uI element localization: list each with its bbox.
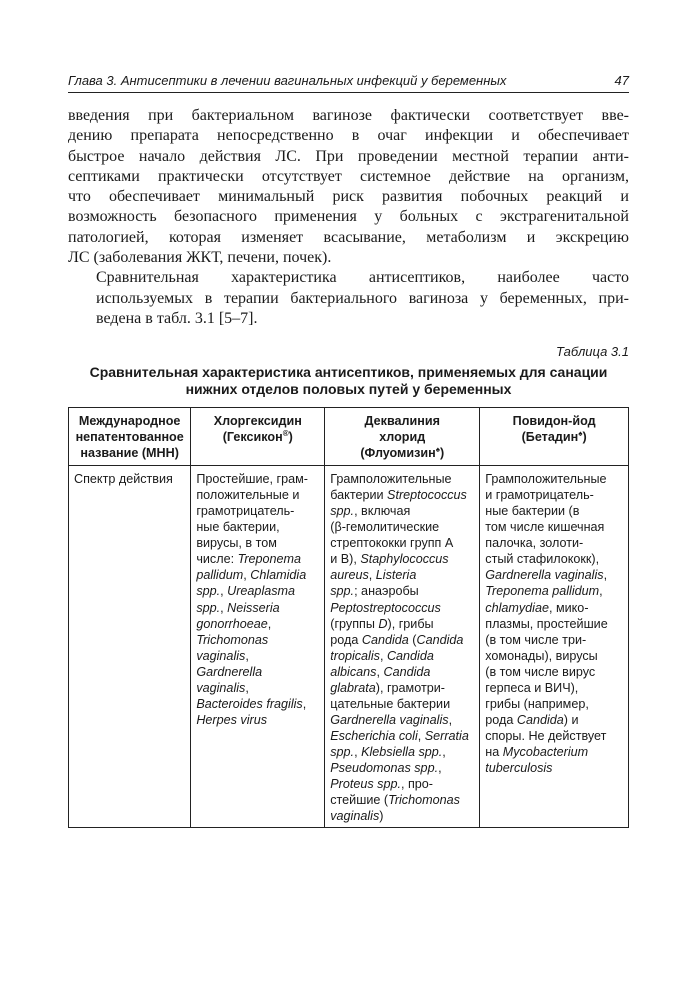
header-dequalinium: [325, 408, 480, 466]
cell-line: стрептококки групп А: [330, 536, 454, 551]
header-line: хлорид: [379, 430, 426, 445]
cell-line: aureus, Listeria: [330, 568, 417, 583]
cell-line: рода Candida) и: [485, 712, 579, 727]
caption-line: Сравнительная характеристика антисептиков, применяемых для санации: [89, 364, 608, 380]
header-povidone-iodine: [480, 408, 629, 466]
cell-line: chlamydiae, мико-: [485, 600, 589, 615]
cell-line: Простейшие, грам-: [196, 472, 308, 487]
running-head: [68, 70, 629, 88]
cell-line: числе: Treponema: [196, 552, 302, 567]
cell-chlorhexidine-spectrum: [191, 466, 325, 828]
cell-line: цательные бактерии: [330, 696, 451, 711]
row-label-spectrum: Спектр действия: [69, 466, 191, 828]
cell-line: Грамположительные: [330, 472, 452, 487]
table-row: [69, 466, 629, 828]
chapter-title: Глава 3. Антисептики в лечении вагинальных инфекций у беременных: [68, 73, 507, 88]
cell-line: Treponema pallidum,: [485, 584, 603, 599]
cell-line: Proteus spp., про-: [330, 777, 433, 792]
cell-line: gonorrhoeae,: [196, 616, 272, 631]
cell-line: (в том числе три-: [485, 632, 587, 647]
header-line: Повидон-йод: [512, 414, 596, 428]
cell-line: spp., Neisseria: [196, 600, 280, 615]
cell-line: Escherichia coli, Serratia: [330, 728, 469, 743]
cell-line: Gardnerella vaginalis,: [330, 712, 453, 727]
paragraph-line: быстрое начало действия ЛС. При проведении местной терапии анти-: [68, 147, 629, 165]
cell-line: Bacteroides fragilis,: [196, 696, 307, 711]
paragraph-line: ЛС (заболевания ЖКТ, печени, почек).: [68, 249, 332, 267]
cell-line: рода Candida (Candida: [330, 632, 464, 647]
cell-povidone-iodine-spectrum: [480, 466, 629, 828]
cell-line: стый стафилококк),: [485, 552, 600, 567]
cell-line: палочка, золоти-: [485, 536, 584, 551]
paragraph-line: дению препарата непосредственно в очаг инфекции и обеспечивает: [68, 127, 629, 145]
cell-line: Gardnerella vaginalis,: [485, 568, 608, 583]
cell-line: vaginalis,: [196, 680, 249, 695]
cell-line: pallidum, Chlamidia: [196, 568, 307, 583]
cell-line: Herpes virus: [196, 712, 268, 727]
cell-line: и В), Staphylococcus: [330, 552, 449, 567]
cell-line: стейшие (Trichomonas: [330, 793, 460, 808]
cell-line: и грамотрицатель-: [485, 488, 594, 503]
header-line: Деквалиния: [364, 414, 440, 428]
antiseptics-table: [68, 407, 629, 828]
cell-line: Грамположительные: [485, 472, 607, 487]
cell-line: spp., Ureaplasma: [196, 584, 296, 599]
cell-line: tuberculosis: [485, 760, 553, 775]
header-line: (Флуомизин♠): [360, 444, 445, 461]
header-line: название (МНН): [80, 446, 179, 461]
cell-line: хомонады), вирусы: [485, 648, 598, 663]
paragraph-line: используемых в терапии бактериального вагиноза у беременных, при-: [96, 289, 629, 307]
cell-line: vaginalis,: [196, 648, 249, 663]
paragraph-2: [68, 268, 629, 329]
cell-line: на Mycobacterium: [485, 744, 589, 759]
cell-line: spp.; анаэробы: [330, 584, 419, 599]
cell-line: ные бактерии (в: [485, 504, 580, 519]
paragraph-line: патологией, которая изменяет всасывание, метаболизм и экскрецию: [68, 228, 629, 246]
cell-line: положительные и: [196, 488, 300, 503]
cell-line: герпеса и ВИЧ),: [485, 680, 579, 695]
paragraph-line: введения при бактериальном вагинозе фактически соответствует вве-: [68, 107, 629, 124]
table-caption: [68, 364, 629, 398]
header-line: Международное: [78, 414, 181, 428]
cell-line: glabrata), грамотри-: [330, 680, 445, 695]
cell-line: плазмы, простейшие: [485, 616, 608, 631]
paragraph-line: септиками практически отсутствует системное действие на организм,: [68, 167, 629, 185]
cell-line: том числе кишечная: [485, 520, 605, 535]
cell-line: albicans, Candida: [330, 664, 431, 679]
header-line: (Гексикон®): [222, 428, 293, 445]
header-chlorhexidine: [191, 408, 325, 466]
paragraph-line: Сравнительная характеристика антисептиков, наиболее часто: [96, 269, 629, 287]
paragraph-line: ведена в табл. 3.1 [5–7].: [96, 309, 258, 327]
cell-line: tropicalis, Candida: [330, 648, 434, 663]
page-number: 47: [614, 73, 629, 88]
cell-line: (β-гемолитические: [330, 520, 440, 535]
header-line: (Бетадин♠): [521, 428, 587, 445]
table-header-row: [69, 408, 629, 466]
caption-line: нижних отделов половых путей у беременных: [185, 381, 512, 397]
cell-line: (группы D), грибы: [330, 616, 434, 631]
cell-line: Peptostreptococcus: [330, 600, 441, 615]
header-line: Хлоргексидин: [213, 414, 302, 428]
cell-line: грибы (например,: [485, 696, 589, 711]
cell-line: Pseudomonas spp.,: [330, 760, 442, 775]
cell-line: (в том числе вирус: [485, 664, 596, 679]
cell-line: споры. Не действует: [485, 728, 607, 743]
cell-line: spp., включая: [330, 504, 411, 519]
header-line: непатентованное: [75, 430, 184, 445]
cell-line: бактерии Streptococcus: [330, 488, 467, 503]
cell-line: вирусы, в том: [196, 536, 277, 551]
paragraph-line: что обеспечивает минимальный риск развития побочных реакций и: [68, 188, 629, 206]
cell-line: Trichomonas: [196, 632, 269, 647]
table-label: Таблица 3.1: [556, 344, 629, 359]
header-rule: [68, 92, 629, 93]
body-text: [68, 106, 629, 329]
paragraph-line: возможность безопасного применения у больных с экстрагенитальной: [68, 208, 629, 226]
cell-dequalinium-spectrum: [325, 466, 480, 828]
cell-line: грамотрицатель-: [196, 504, 295, 519]
header-inn: [69, 408, 191, 466]
cell-line: vaginalis): [330, 809, 384, 824]
cell-line: ные бактерии,: [196, 520, 280, 535]
cell-line: Gardnerella: [196, 664, 263, 679]
paragraph-1: [68, 106, 629, 268]
cell-line: spp., Klebsiella spp.,: [330, 744, 446, 759]
